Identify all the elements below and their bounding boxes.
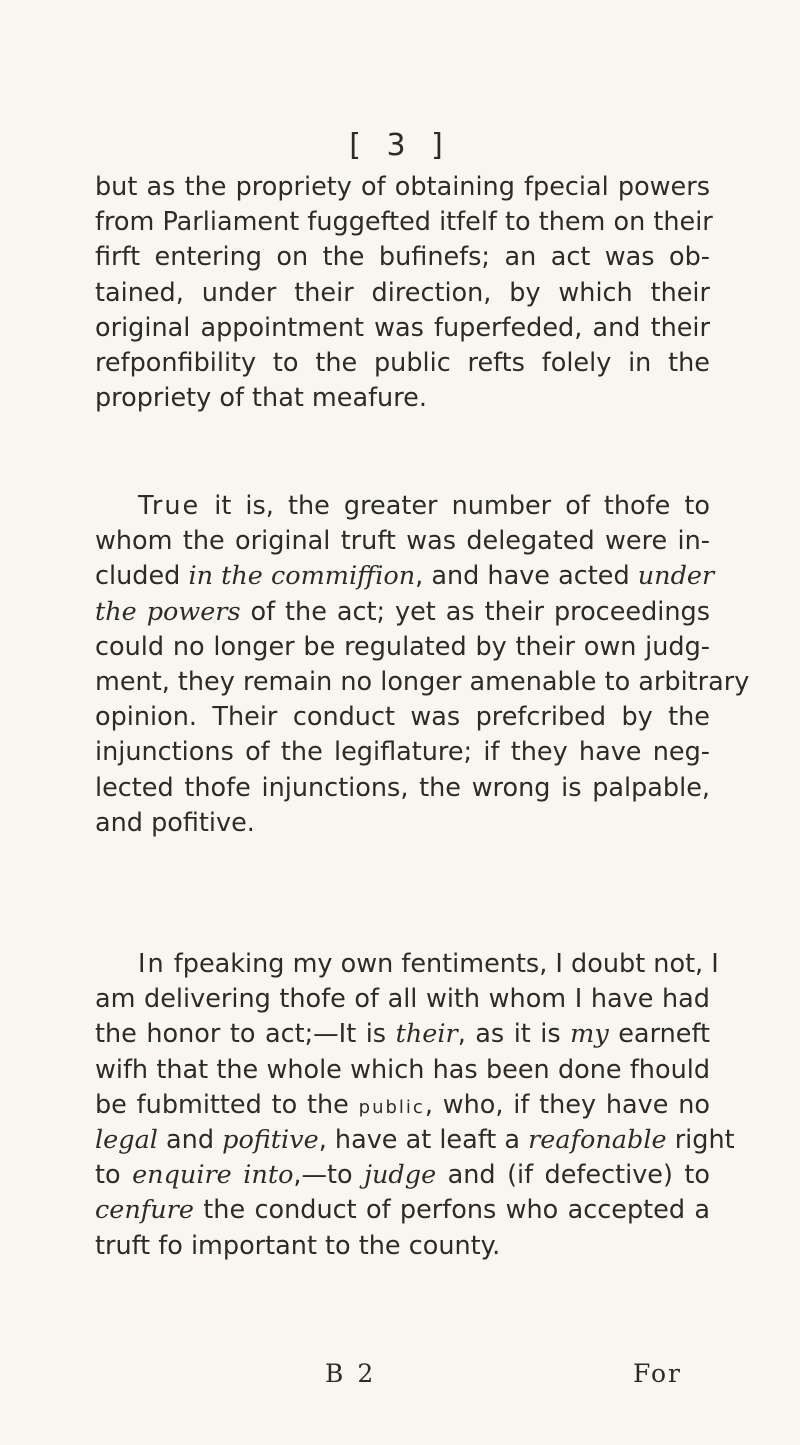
italic-text: pofitive: [222, 1124, 319, 1155]
text-run: injunctions of the legiflature; if they have neg-: [95, 737, 710, 768]
catchword: For: [633, 1359, 682, 1388]
text-line: [95, 381, 710, 416]
italic-text: legal: [95, 1124, 158, 1155]
italic-text: judge: [364, 1160, 437, 1191]
signature-mark: B 2: [325, 1359, 377, 1388]
text-run: ,—to: [293, 1160, 365, 1191]
text-line: [95, 700, 710, 735]
small-caps-text: True: [138, 491, 201, 521]
text-run: tained, under their direction, by which their: [95, 277, 710, 308]
text-line: [95, 1193, 710, 1228]
small-caps-text: public: [358, 1096, 425, 1118]
paragraph-3: [95, 947, 735, 1264]
text-run: be fubmitted to the: [95, 1089, 359, 1120]
italic-text: my: [570, 1019, 609, 1050]
text-run: of the act; yet as their proceedings: [240, 596, 710, 627]
text-line: [95, 1123, 735, 1158]
text-line: [95, 240, 710, 275]
italic-text: under: [637, 561, 715, 592]
text-run: , as it is: [457, 1019, 571, 1050]
text-line: [95, 982, 710, 1017]
italic-text: the powers: [95, 596, 241, 627]
text-line: [95, 771, 710, 806]
text-run: and: [157, 1124, 223, 1155]
italic-text: enquire into: [132, 1160, 294, 1191]
text-run: cluded: [95, 561, 189, 592]
text-run: from Parliament fuggefted itfelf to them on their: [95, 207, 713, 238]
text-line: [95, 524, 710, 559]
text-line: [95, 665, 750, 700]
text-line: [95, 735, 710, 770]
text-run: fpeaking my own fentiments, I doubt not, I: [165, 949, 719, 979]
small-caps-text: In: [138, 949, 166, 979]
text-run: refponfibility to the public refts folely in the: [95, 347, 710, 378]
text-run: wifh that the whole which has been done fhould: [95, 1054, 710, 1085]
text-line: [95, 489, 710, 524]
text-run: right: [666, 1124, 735, 1155]
text-line: [95, 276, 710, 311]
text-line: [95, 1053, 710, 1088]
text-run: and (if defective) to: [436, 1160, 710, 1191]
text-line: [95, 559, 715, 594]
text-line: [95, 205, 713, 240]
text-run: earneft: [608, 1019, 710, 1050]
text-run: the conduct of perfons who accepted a: [193, 1195, 710, 1226]
text-run: lected thofe injunctions, the wrong is palpable,: [95, 772, 710, 803]
text-run: it is, the greater number of thofe to: [200, 491, 710, 521]
text-line: [95, 1229, 710, 1264]
text-line: [95, 346, 710, 381]
text-line: [95, 170, 710, 205]
text-run: ment, they remain no longer amenable to arbitrary: [95, 666, 750, 697]
text-run: but as the propriety of obtaining fpecial powers: [95, 172, 710, 202]
italic-text: their: [395, 1019, 458, 1050]
text-run: , and have acted: [415, 561, 638, 592]
text-line: [95, 806, 710, 841]
text-line: [95, 1158, 710, 1193]
text-run: original appointment was fuperfeded, and their: [95, 312, 710, 343]
text-run: firft entering on the bufinefs; an act was ob-: [95, 242, 710, 273]
text-line: [95, 630, 710, 665]
text-run: whom the original truft was delegated were in-: [95, 526, 710, 557]
text-run: to: [95, 1160, 133, 1191]
text-run: the honor to act;—It is: [95, 1019, 396, 1050]
text-run: truft fo important to the county.: [95, 1230, 501, 1261]
text-run: opinion. Their conduct was prefcribed by the: [95, 702, 710, 733]
text-run: , have at leaft a: [318, 1124, 529, 1155]
paragraph-1: [95, 170, 713, 416]
text-run: and pofitive.: [95, 807, 255, 838]
text-line: [95, 595, 710, 630]
paragraph-2: [95, 489, 750, 841]
text-line: [95, 311, 710, 346]
italic-text: in the commiffion: [188, 561, 416, 592]
text-run: could no longer be regulated by their own judg-: [95, 631, 710, 662]
text-run: , who, if they have no: [424, 1089, 710, 1120]
italic-text: cenfure: [95, 1195, 194, 1226]
italic-text: reafonable: [528, 1124, 667, 1155]
text-line: [95, 1088, 710, 1123]
text-line: [95, 1017, 710, 1052]
page-number: [ 3 ]: [349, 128, 451, 163]
text-run: am delivering thofe of all with whom I have had: [95, 984, 710, 1015]
text-line: [95, 947, 719, 982]
text-run: propriety of that meafure.: [95, 383, 427, 414]
